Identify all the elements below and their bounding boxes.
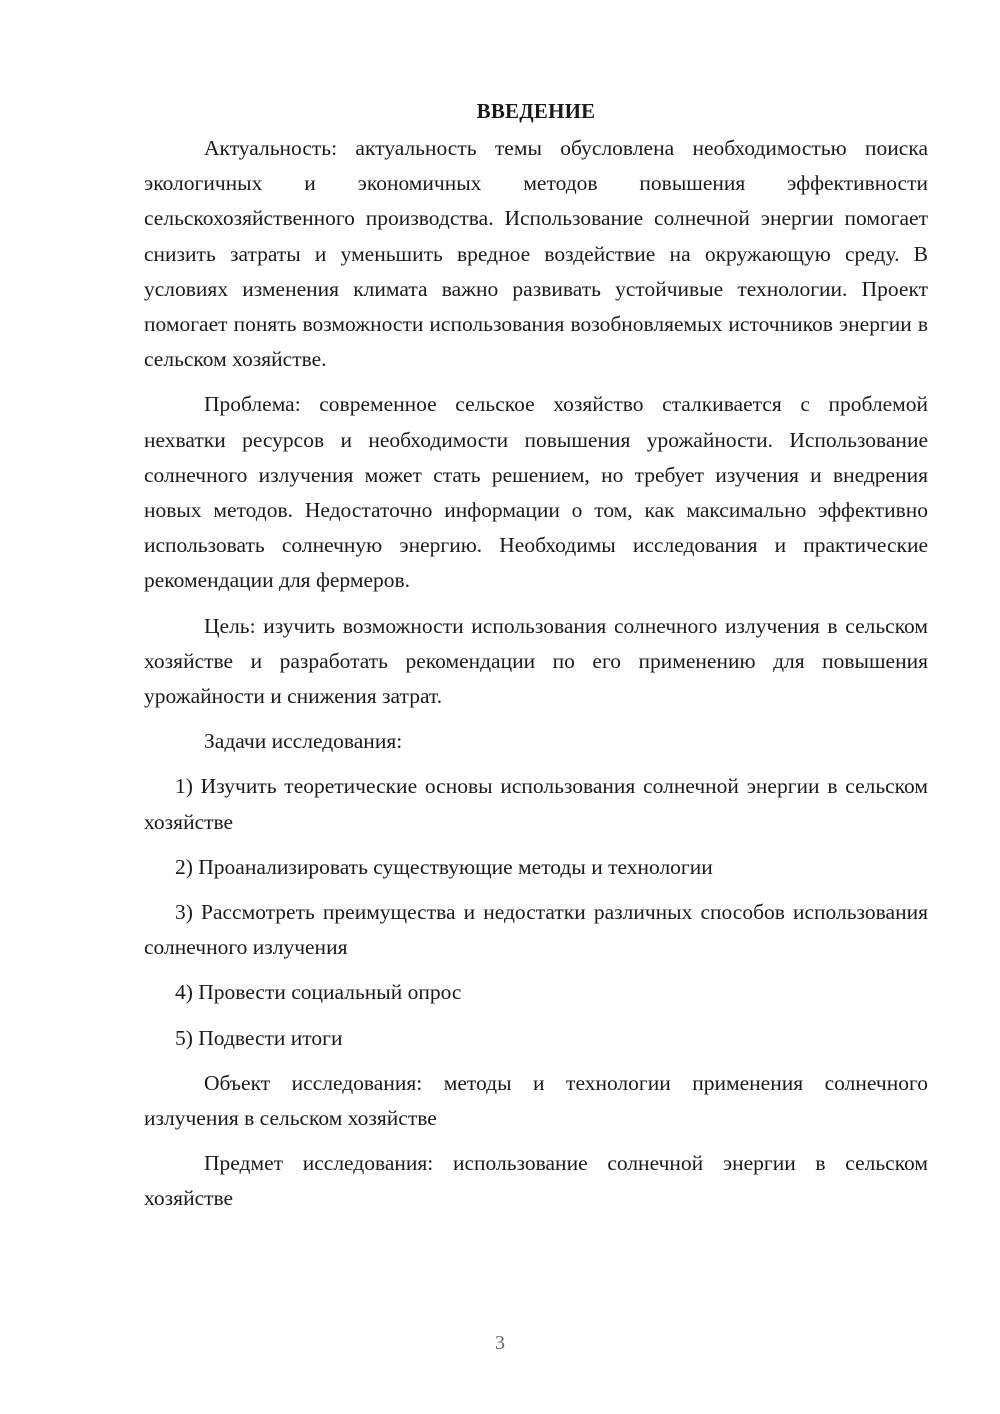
paragraph-subject: Предмет исследования: использование солнечной энергии в сельском хозяйстве xyxy=(144,1151,928,1211)
task-item-5: 5) Подвести итоги xyxy=(175,1025,343,1050)
document-page xyxy=(144,96,928,1227)
paragraph-problem: Проблема: современное сельское хозяйство сталкивается с проблемой нехватки ресурсов и необходимости повышения урожайности. Использование солнечного излучения может стать решением, но требует изучения и внедрения новых методов. Недостаточно информации о том, как максимально эффективно использовать солнечную энергию. Необходимы исследования и практические рекомендации для фермеров. xyxy=(144,392,928,593)
section-heading: ВВЕДЕНИЕ xyxy=(476,99,596,123)
task-item-1: 1) Изучить теоретические основы использования солнечной энергии в сельском хозяйстве xyxy=(144,774,928,834)
paragraph-goal: Цель: изучить возможности использования солнечного излучения в сельском хозяйстве и разработать рекомендации по его применению для повышения урожайности и снижения затрат. xyxy=(144,613,928,709)
task-item-2: 2) Проанализировать существующие методы и технологии xyxy=(175,854,713,879)
paragraph-relevance: Актуальность: актуальность темы обусловлена необходимостью поиска экологичных и экономичных методов повышения эффективности сельскохозяйственного производства. Использование солнечной энергии помогает снизить затраты и уменьшить вредное воздействие на окружающую среду. В условиях изменения климата важно развивать устойчивые технологии. Проект помогает понять возможности использования возобновляемых источников энергии в сельском хозяйстве. xyxy=(144,136,928,372)
page-number: 3 xyxy=(495,1332,505,1354)
paragraph-tasks-title: Задачи исследования: xyxy=(204,729,403,754)
paragraph-object: Объект исследования: методы и технологии применения солнечного излучения в сельском хозяйстве xyxy=(144,1070,928,1131)
task-item-4: 4) Провести социальный опрос xyxy=(175,980,462,1005)
task-item-3: 3) Рассмотреть преимущества и недостатки различных способов использования солнечного излучения xyxy=(144,900,928,960)
